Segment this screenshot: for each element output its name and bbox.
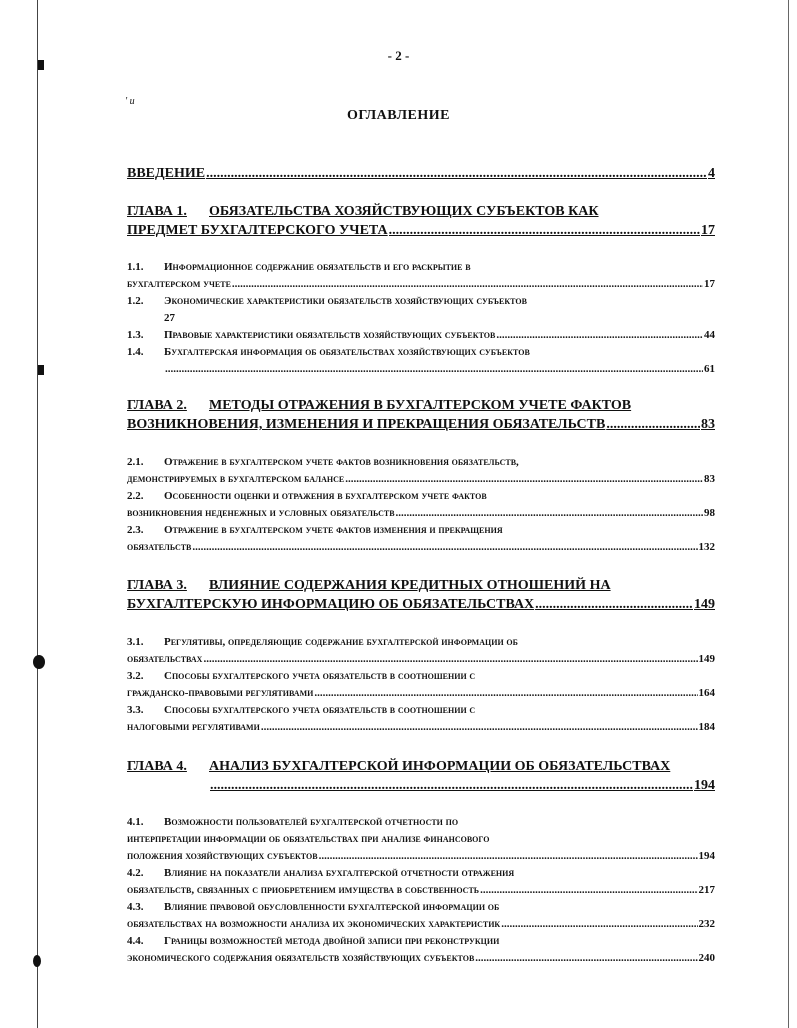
chapter-title-line2: ВОЗНИКНОВЕНИЯ, ИЗМЕНЕНИЯ И ПРЕКРАЩЕНИЯ ОБЯЗАТЕЛЬСТВ: [127, 417, 606, 432]
toc-section-2-1: [127, 454, 715, 488]
section-title-line3: положения хозяйствующих субъектов: [127, 850, 318, 862]
section-title-line1: Регулятивы, определяющие содержание бухгалтерской информации об: [164, 636, 518, 648]
section-number: 3.3.: [127, 704, 144, 716]
chapter-page: 17: [701, 223, 715, 238]
section-page: 98: [704, 507, 715, 519]
section-title-line2: гражданско-правовыми регулятивами: [127, 687, 314, 699]
scan-mark: [38, 365, 44, 375]
section-title-line2: экономического содержания обязательств хозяйствующих субъектов: [127, 952, 475, 964]
section-title-line2: демонстрируемых в бухгалтерском балансе: [127, 473, 345, 485]
section-title-line2: обязательствах на возможности анализа их экономических характеристик: [127, 918, 501, 930]
toc-section-1-2: [127, 293, 715, 327]
section-page: 184: [698, 721, 715, 733]
chapter-title-line2: БУХГАЛТЕРСКУЮ ИНФОРМАЦИЮ ОБ ОБЯЗАТЕЛЬСТВАХ: [127, 597, 535, 612]
toc-section-4-4: [127, 933, 715, 967]
toc-section-3-1: [127, 634, 715, 668]
chapter-title-line1: ВЛИЯНИЕ СОДЕРЖАНИЯ КРЕДИТНЫХ ОТНОШЕНИЙ НА: [209, 578, 611, 593]
section-number: 2.2.: [127, 490, 144, 502]
section-number: 2.3.: [127, 524, 144, 536]
toc-intro: [127, 164, 715, 183]
section-title-line1: Влияние на показатели анализа бухгалтерской отчетности отражения: [164, 867, 515, 879]
section-title-line1: Влияние правовой обусловленности бухгалтерской информации об: [164, 901, 500, 913]
section-title-line1: Отражение в бухгалтерском учете фактов возникновения обязательств,: [164, 456, 519, 468]
section-title-line1: Бухгалтерская информация об обязательствах хозяйствующих субъектов: [164, 346, 530, 358]
toc-section-2-3: [127, 522, 715, 556]
section-number: 1.4.: [127, 346, 144, 358]
section-number: 1.2.: [127, 295, 144, 307]
toc-chapter-1: [127, 202, 715, 240]
toc-section-4-1: [127, 814, 715, 865]
section-title-line2: интерпретации информации об обязательствах при анализе финансового: [127, 833, 490, 845]
scan-mark: [33, 655, 45, 669]
section-title-line2: налоговыми регулятивами: [127, 721, 260, 733]
section-title-line1: Возможности пользователей бухгалтерской отчетности по: [164, 816, 459, 828]
toc-section-4-3: [127, 899, 715, 933]
section-number: 3.2.: [127, 670, 144, 682]
section-number: 1.3.: [127, 329, 144, 341]
section-number: 1.1.: [127, 261, 144, 273]
chapter-title-line1: ОБЯЗАТЕЛЬСТВА ХОЗЯЙСТВУЮЩИХ СУБЪЕКТОВ КАК: [209, 204, 599, 219]
chapter-number: ГЛАВА 4.: [127, 759, 187, 774]
section-title-line1: Отражение в бухгалтерском учете фактов изменения и прекращения: [164, 524, 503, 536]
section-page: 240: [698, 952, 715, 964]
toc-chapter-2: [127, 396, 715, 434]
section-page: 61: [704, 363, 715, 375]
section-title-line1: Особенности оценки и отражения в бухгалтерском учете фактов: [164, 490, 487, 502]
toc-chapter-4: [127, 757, 715, 795]
section-number: 4.4.: [127, 935, 144, 947]
section-title-line1: Способы бухгалтерского учета обязательств в соотношении с: [164, 670, 476, 682]
toc-section-3-3: [127, 702, 715, 736]
page-number: - 2 -: [387, 48, 410, 63]
margin-scribble: ' и: [125, 96, 135, 107]
section-number: 4.3.: [127, 901, 144, 913]
section-title-line2: обязательств: [127, 541, 192, 553]
chapter-title-line1: МЕТОДЫ ОТРАЖЕНИЯ В БУХГАЛТЕРСКОМ УЧЕТЕ ФАКТОВ: [209, 398, 632, 413]
section-page: 17: [704, 278, 715, 290]
chapter-title-line2: ПРЕДМЕТ БУХГАЛТЕРСКОГО УЧЕТА: [127, 223, 388, 238]
section-title-line1: Способы бухгалтерского учета обязательств в соотношении с: [164, 704, 476, 716]
scan-mark: [33, 955, 41, 967]
intro-title: ВВЕДЕНИЕ: [127, 166, 206, 181]
toc-section-4-2: [127, 865, 715, 899]
section-page: 194: [698, 850, 715, 862]
section-page: 27: [164, 312, 175, 324]
chapter-page: 194: [694, 778, 715, 793]
toc-section-3-2: [127, 668, 715, 702]
section-page: 44: [704, 329, 715, 341]
section-page: 132: [698, 541, 715, 553]
intro-page: 4: [708, 166, 715, 181]
section-title-line2: обязательствах: [127, 653, 203, 665]
section-page: 149: [698, 653, 715, 665]
chapter-title-line1: АНАЛИЗ БУХГАЛТЕРСКОЙ ИНФОРМАЦИИ ОБ ОБЯЗАТЕЛЬСТВАХ: [209, 759, 671, 774]
chapter-number: ГЛАВА 3.: [127, 578, 187, 593]
scan-border-right: [788, 0, 789, 1028]
toc-title: ОГЛАВЛЕНИЕ: [347, 108, 450, 123]
section-page: 232: [698, 918, 715, 930]
section-title-line1: Экономические характеристики обязательств хозяйствующих субъектов: [164, 295, 527, 307]
chapter-page: 149: [694, 597, 715, 612]
section-title-line1: Границы возможностей метода двойной записи при реконструкции: [164, 935, 500, 947]
section-title-line1: Правовые характеристики обязательств хозяйствующих субъектов: [164, 329, 496, 341]
toc-section-1-4: [127, 344, 715, 378]
section-title-line2: возникновения неденежных и условных обязательств: [127, 507, 395, 519]
section-number: 3.1.: [127, 636, 144, 648]
chapter-number: ГЛАВА 1.: [127, 204, 187, 219]
section-number: 2.1.: [127, 456, 144, 468]
section-number: 4.2.: [127, 867, 144, 879]
toc-section-1-1: [127, 259, 715, 293]
section-title-line1: Информационное содержание обязательств и его раскрытие в: [164, 261, 471, 273]
chapter-number: ГЛАВА 2.: [127, 398, 187, 413]
toc-chapter-3: [127, 576, 715, 614]
section-page: 164: [698, 687, 715, 699]
section-title-line2: обязательств, связанных с приобретением имущества в собственность: [127, 884, 480, 896]
section-page: 83: [704, 473, 715, 485]
scan-border-left: [37, 0, 38, 1028]
toc-section-1-3: [127, 327, 715, 344]
section-page: 217: [698, 884, 715, 896]
section-number: 4.1.: [127, 816, 144, 828]
toc-section-2-2: [127, 488, 715, 522]
section-title-line2: бухгалтерском учете: [127, 278, 231, 290]
chapter-page: 83: [701, 417, 715, 432]
